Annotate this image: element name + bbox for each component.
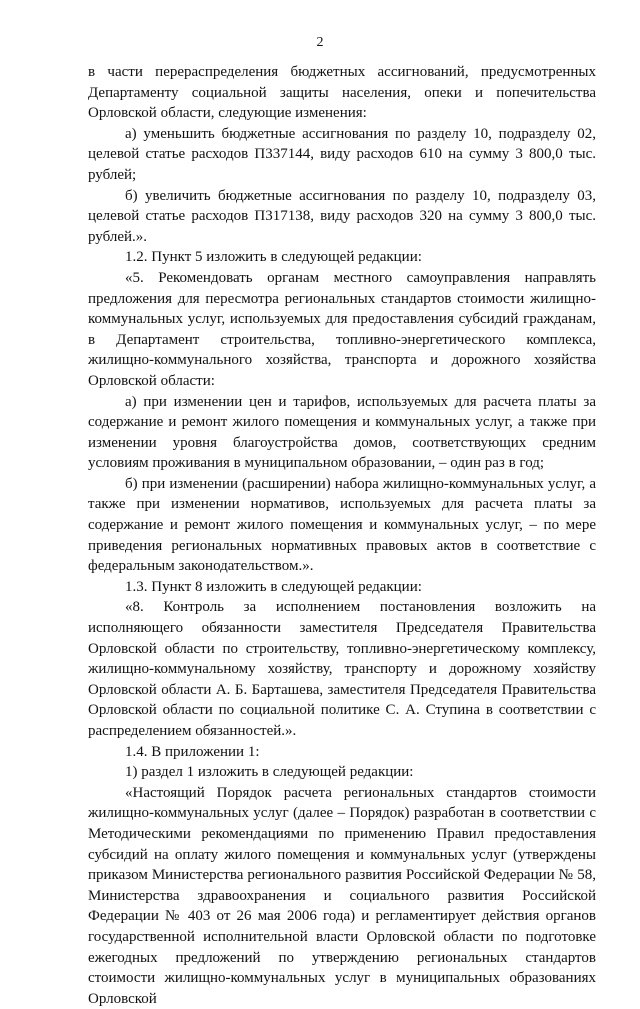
paragraph-budget-intro: в части перераспределения бюджетных ассигнований, предусмотренных Департаменту социальной защиты населения, опеки и попечительства Орловской области, следующие изменения: — [88, 64, 596, 122]
paragraph-section-1: 1) раздел 1 изложить в следующей редакции: — [125, 764, 414, 781]
paragraph-item-1-3: 1.3. Пункт 8 изложить в следующей редакции: — [125, 578, 422, 595]
paragraph-clause-8: «8. Контроль за исполнением постановления возложить на исполняющего обязанности заместителя Председателя Правительства Орловской области по строительству, топливно-энергетическому комплексу, жилищно-коммунальному хозяйству, транспорту и дорожному хозяйству Орловской области А. Б. Барташева, заместителя Председателя Правительства Орловской области по социальной политике С. А. Ступина в соответствии с распределением обязанностей.». — [88, 599, 596, 739]
page-number: 2 — [316, 35, 324, 50]
paragraph-item-1-2: 1.2. Пункт 5 изложить в следующей редакции: — [125, 249, 422, 266]
paragraph-clause-5: «5. Рекомендовать органам местного самоуправления направлять предложения для пересмотра региональных стандартов стоимости жилищно-коммунальных услуг, используемых для предоставления субсидий гражданам, в Департамент строительства, топливно-энергетического комплекса, жилищно-коммунального хозяйства, транспорта и дорожного хозяйства Орловской области: — [88, 269, 596, 389]
paragraph-clause-5-a: а) при изменении цен и тарифов, используемых для расчета платы за содержание и ремонт жилого помещения и коммунальных услуг, а также при изменении уровня благоустройства домов, соответствующих средним условиям проживания в муниципальном образовании, – один раз в год; — [88, 393, 596, 472]
paragraph-decrease-allocations: а) уменьшить бюджетные ассигнования по разделу 10, подразделу 02, целевой статье расходов П337144, виду расходов 610 на сумму 3 800,0 тыс. рублей; — [88, 125, 596, 183]
paragraph-item-1-4: 1.4. В приложении 1: — [125, 743, 260, 760]
paragraph-procedure-text: «Настоящий Порядок расчета региональных стандартов стоимости жилищно-коммунальных услуг (далее – Порядок) разработан в соответствии с Методическими рекомендациями по применению Правил предоставления субсидий на оплату жилого помещения и коммунальных услуг (утверждены приказом Министерства регионального развития Российской Федерации № 58, Министерства здравоохранения и социального развития Российской Федерации № 403 от 26 мая 2006 года) и регламентирует действия органов государственной исполнительной власти Орловской области по подготовке ежегодных предложений по утверждению региональных стандартов стоимости жилищно-коммунальных услуг в муниципальных образованиях Орловской — [88, 784, 596, 1007]
paragraph-clause-5-b: б) при изменении (расширении) набора жилищно-коммунальных услуг, а также при изменении нормативов, используемых для расчета платы за содержание и ремонт жилого помещения и коммунальных услуг, – по мере приведения региональных нормативных правовых актов в соответствие с федеральным законодательством.». — [88, 475, 596, 575]
document-body — [88, 62, 596, 1009]
paragraph-increase-allocations: б) увеличить бюджетные ассигнования по разделу 10, подразделу 03, целевой статье расходов П317138, виду расходов 320 на сумму 3 800,0 тыс. рублей.». — [88, 187, 596, 245]
